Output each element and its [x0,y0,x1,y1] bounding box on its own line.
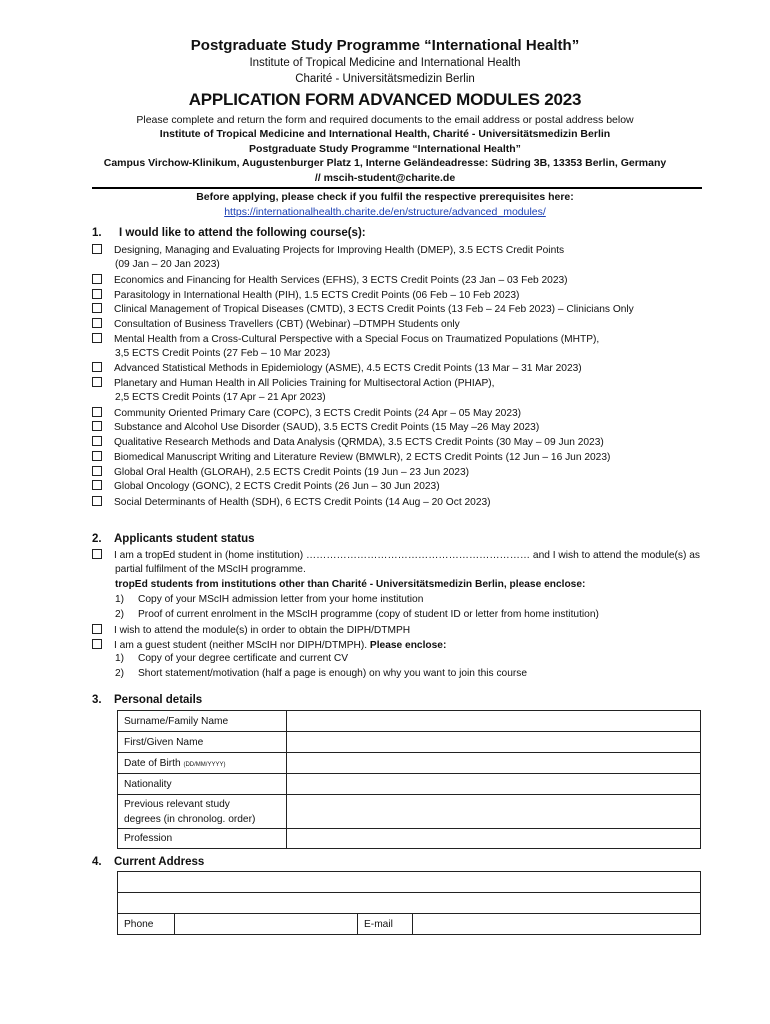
checkbox[interactable] [92,496,102,506]
address-line-1: Institute of Tropical Medicine and International Health, Charité - Universitätsmedizin Berlin [159,128,611,140]
email-label: E-mail [358,914,413,935]
first-name-label: First/Given Name [118,732,287,753]
checkbox[interactable] [92,436,102,446]
institute-name: Institute of Tropical Medicine and International Health [249,57,521,69]
course-option-efhs[interactable]: Economics and Financing for Health Services (EFHS), 3 ECTS Credit Points (23 Jan – 03 Feb 2023) [92,274,568,286]
course-credits: 2,5 ECTS Credit Points (17 Apr – 21 Apr 2023) [115,392,326,403]
dob-label: Date of Birth (DD/MM/YYYY) [118,753,287,774]
checkbox[interactable] [92,407,102,417]
section-4-heading [92,856,204,868]
checkbox[interactable] [92,362,102,372]
course-dates: (09 Jan – 20 Jan 2023) [115,259,220,270]
programme-title: Postgraduate Study Programme “International Health” [190,37,580,54]
enclose-item: 2) Short statement/motivation (half a page is enough) on why you want to join this course [115,668,528,679]
dob-field[interactable] [287,753,701,774]
section-1-number: 1. [92,227,102,239]
personal-details-table [117,710,701,849]
troped-enclose-note: tropEd students from institutions other than Charité - Universitätsmedizin Berlin, please enclose: [115,579,586,590]
checkbox[interactable] [92,624,102,634]
enclose-item: 1) Copy of your degree certificate and current CV [115,653,349,664]
course-option-copc[interactable]: Community Oriented Primary Care (COPC), 3 ECTS Credit Points (24 Apr – 05 May 2023) [92,407,521,419]
checkbox[interactable] [92,480,102,490]
address-line-3: Campus Virchow-Klinikum, Augustenburger Platz 1, Interne Geländeadresse: Südring 3B, 13353 Berlin, Germany [103,157,667,169]
section-2-number: 2. [92,533,102,545]
checkbox[interactable] [92,274,102,284]
profession-field[interactable] [287,829,701,849]
checkbox[interactable] [92,303,102,313]
course-option-bmwlr[interactable]: Biomedical Manuscript Writing and Literature Review (BMWLR), 2 ECTS Credit Points (12 Jun – 16 Jun 2023) [92,451,610,463]
form-title: APPLICATION FORM ADVANCED MODULES 2023 [188,90,582,109]
course-option-mhtp[interactable]: Mental Health from a Cross-Cultural Perspective with a Special Focus on Traumatized Populations (MHTP), [92,333,599,345]
checkbox[interactable] [92,244,102,254]
header-divider [92,187,702,189]
section-1-heading [92,227,366,239]
section-1-title: I would like to attend the following course(s): [119,227,366,239]
surname-label: Surname/Family Name [118,711,287,732]
checkbox[interactable] [92,451,102,461]
previous-degrees-field[interactable] [287,795,701,829]
nationality-label: Nationality [118,774,287,795]
section-3-number: 3. [92,694,102,706]
checkbox[interactable] [92,318,102,328]
phone-field[interactable] [175,914,358,935]
first-name-field[interactable] [287,732,701,753]
enclose-item: 2) Proof of current enrolment in the MScIH programme (copy of student ID or letter from home institution) [115,609,599,620]
university-name: Charité - Universitätsmedizin Berlin [295,73,475,85]
enclose-item: 1) Copy of your MScIH admission letter from your home institution [115,594,424,605]
prerequisite-link[interactable]: https://internationalhealth.charite.de/en/structure/advanced_modules/ [224,206,546,218]
checkbox[interactable] [92,421,102,431]
address-field-line-1[interactable] [118,872,701,893]
nationality-field[interactable] [287,774,701,795]
checkbox[interactable] [92,549,102,559]
address-email: // mscih-student@charite.de [314,172,456,184]
phone-label: Phone [118,914,175,935]
checkbox[interactable] [92,289,102,299]
course-credits: 3,5 ECTS Credit Points (27 Feb – 10 Mar 2023) [115,348,331,359]
checkbox[interactable] [92,466,102,476]
surname-field[interactable] [287,711,701,732]
course-option-qrmda[interactable]: Qualitative Research Methods and Data Analysis (QRMDA), 3.5 ECTS Credit Points (30 May – 09 Jun 2023) [92,436,604,448]
status-option-troped[interactable]: I am a tropEd student in (home institution) ………………………………………………………… and I wish to attend the module(s) as [92,549,700,561]
course-option-dmep[interactable]: Designing, Managing and Evaluating Projects for Improving Health (DMEP), 3.5 ECTS Credit Points [92,244,564,256]
checkbox[interactable] [92,639,102,649]
checkbox[interactable] [92,333,102,343]
status-option-diph[interactable]: I wish to attend the module(s) in order to obtain the DIPH/DTMPH [92,624,410,636]
profession-label: Profession [118,829,287,849]
checkbox[interactable] [92,377,102,387]
course-option-asme[interactable]: Advanced Statistical Methods in Epidemiology (ASME), 4.5 ECTS Credit Points (13 Mar – 31 Mar 2023) [92,362,582,374]
email-field[interactable] [413,914,701,935]
section-3-heading [92,694,202,706]
section-2-heading [92,533,255,545]
course-option-glorah[interactable]: Global Oral Health (GLORAH), 2.5 ECTS Credit Points (19 Jun – 23 Jun 2023) [92,466,469,478]
prerequisite-note: Before applying, please check if you fulfil the respective prerequisites here: [196,191,574,203]
address-field-line-2[interactable] [118,893,701,914]
instruction-text: Please complete and return the form and required documents to the email address or postal address below [136,114,634,126]
course-option-cbt[interactable]: Consultation of Business Travellers (CBT) (Webinar) –DTMPH Students only [92,318,460,330]
current-address-table [117,871,701,935]
address-line-2: Postgraduate Study Programme “International Health” [249,143,521,155]
course-option-sdh[interactable]: Social Determinants of Health (SDH), 6 ECTS Credit Points (14 Aug – 20 Oct 2023) [92,496,491,508]
section-2-title: Applicants student status [114,533,255,545]
status-option-troped-cont: partial fulfilment of the MScIH programme. [115,564,306,575]
course-option-phiap[interactable]: Planetary and Human Health in All Policies Training for Multisectoral Action (PHIAP), [92,377,495,389]
course-option-saud[interactable]: Substance and Alcohol Use Disorder (SAUD), 3.5 ECTS Credit Points (15 May –26 May 2023) [92,421,539,433]
section-3-title: Personal details [114,694,203,706]
course-option-cmtd[interactable]: Clinical Management of Tropical Diseases (CMTD), 3 ECTS Credit Points (13 Feb – 24 Feb 2023) – Clinicians Only [92,303,634,315]
previous-degrees-label: Previous relevant study degrees (in chronolog. order) [118,795,287,829]
course-option-pih[interactable]: Parasitology in International Health (PIH), 1.5 ECTS Credit Points (06 Feb – 10 Feb 2023) [92,289,519,301]
section-4-title: Current Address [114,856,205,868]
course-option-gonc[interactable]: Global Oncology (GONC), 2 ECTS Credit Points (26 Jun – 30 Jun 2023) [92,480,440,492]
status-option-guest[interactable]: I am a guest student (neither MScIH nor DIPH/DTMPH). Please enclose: [92,639,446,651]
section-4-number: 4. [92,856,102,868]
